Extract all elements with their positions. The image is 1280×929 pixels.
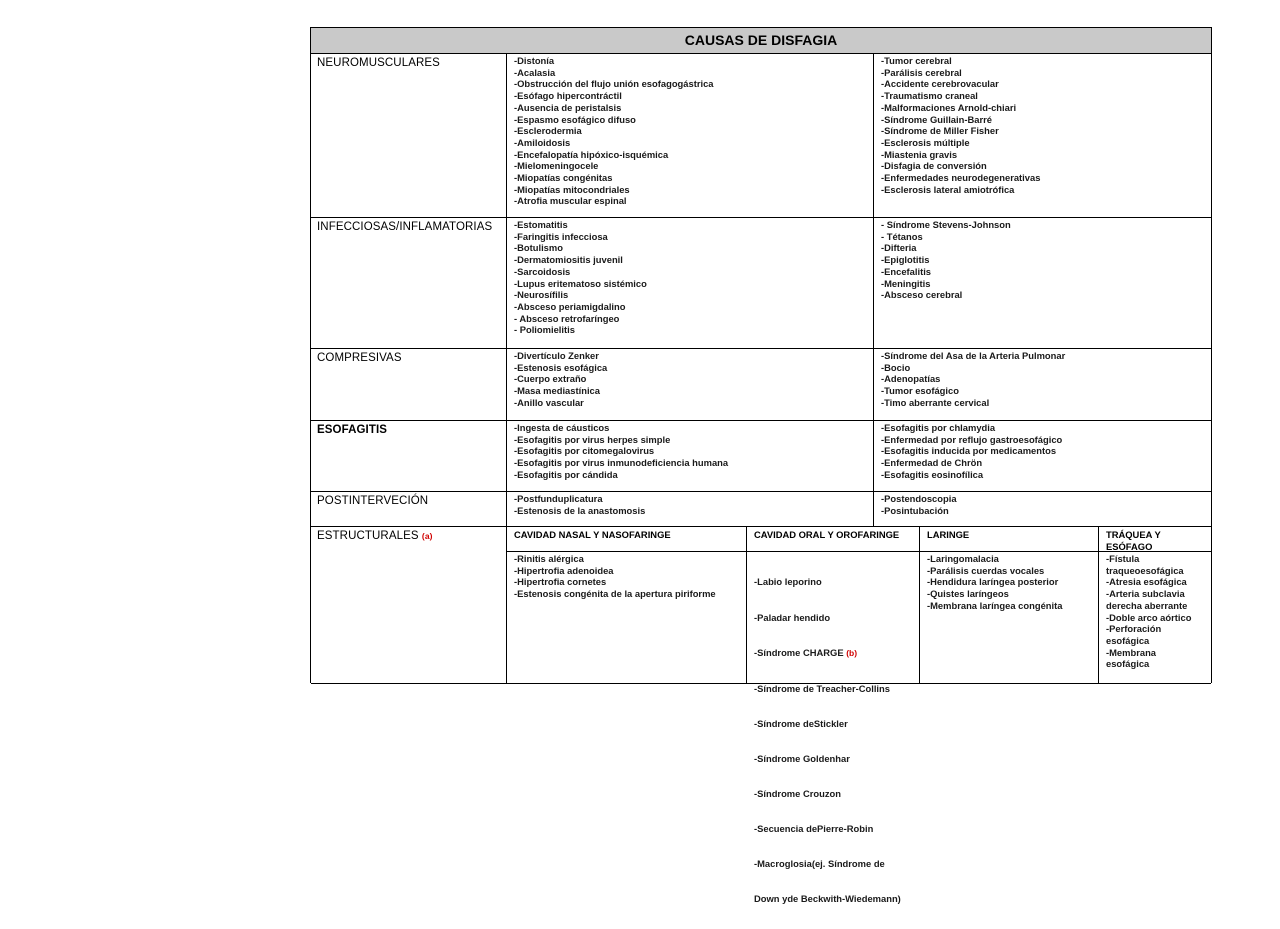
list-item: -Esofagitis eosinofílica <box>881 468 984 480</box>
list-item: -Anillo vascular <box>514 396 584 408</box>
list-item: -Parálisis cerebral <box>881 66 962 78</box>
list-item: -Atresia esofágica <box>1106 576 1187 588</box>
row-postintervencion <box>311 492 1211 527</box>
list-item: -Esofagitis inducida por medicamentos <box>881 445 1057 457</box>
category-label: ESOFAGITIS <box>317 424 388 436</box>
list-item: -Distonía <box>514 55 555 66</box>
list-item: -Síndrome Goldenhar <box>754 752 850 764</box>
list-item: -Epiglotitis <box>881 254 930 266</box>
right-list <box>881 55 1040 195</box>
list-item: -Estenosis de la anastomosis <box>514 504 646 516</box>
list-item: -Encefalitis <box>881 265 932 277</box>
list-item: -Membrana <box>1106 646 1157 658</box>
category-label: INFECCIOSAS/INFLAMATORIAS <box>317 221 493 233</box>
list-item: -Parálisis cuerdas vocales <box>927 564 1045 576</box>
footnote-a: (a) <box>421 531 433 541</box>
table-title: CAUSAS DE DISFAGIA <box>311 28 1211 54</box>
list-item: -Secuencia dePierre-Robin <box>754 823 874 835</box>
list-item: - Tétanos <box>881 230 923 242</box>
list-item: -Estomatitis <box>514 219 568 230</box>
list-item: -Divertículo Zenker <box>514 350 599 361</box>
left-list <box>514 422 728 481</box>
list-item: -Laringomalacia <box>927 553 999 564</box>
list-item: -Adenopatías <box>881 373 941 385</box>
header-laringe: LARINGE <box>927 529 970 540</box>
list-item: -Síndrome de Treacher-Collins <box>754 682 890 694</box>
list-item: Down yde Beckwith-Wiedemann) <box>754 893 901 905</box>
list-item: -Miopatías mitocondriales <box>514 183 630 195</box>
list-item: -Síndrome deStickler <box>754 717 848 729</box>
list-item: - Absceso retrofaríngeo <box>514 312 620 324</box>
list-cavidad-oral <box>754 553 901 929</box>
list-item: -Esclerosis lateral amiotrófica <box>881 183 1015 195</box>
category-label: COMPRESIVAS <box>317 352 402 364</box>
list-item: -Acalasia <box>514 66 556 78</box>
list-item: -Esclerodermia <box>514 125 582 137</box>
list-item: -Postfunduplicatura <box>514 493 603 504</box>
list-item: -Disfagia de conversión <box>881 160 987 172</box>
list-item: -Ingesta de cáusticos <box>514 422 610 433</box>
list-item: -Quistes laríngeos <box>927 588 1009 600</box>
list-item: -Meningitis <box>881 277 931 289</box>
list-item: -Esofagitis por virus inmunodeficiencia humana <box>514 457 729 469</box>
list-item: -Síndrome del Asa de la Arteria Pulmonar <box>881 350 1066 361</box>
list-traquea-esofago <box>1106 553 1191 670</box>
list-item: -Tumor cerebral <box>881 55 952 66</box>
list-item: -Membrana laríngea congénita <box>927 599 1063 611</box>
list-item: -Paladar hendido <box>754 611 831 623</box>
list-item: -Mielomeningocele <box>514 160 599 172</box>
list-item: -Hendidura laríngea posterior <box>927 576 1059 588</box>
list-item: -Neurosífilis <box>514 289 569 301</box>
left-list <box>514 493 645 516</box>
list-item: -Cuerpo extraño <box>514 373 587 385</box>
list-item: -Posintubación <box>881 504 949 516</box>
list-item: -Tumor esofágico <box>881 385 959 397</box>
list-item: esofágica <box>1106 658 1150 670</box>
footnote-b: (b) <box>846 647 858 658</box>
list-cavidad-nasal <box>514 553 716 600</box>
list-item: -Fístula <box>1106 553 1140 564</box>
list-item: -Lupus eritematoso sistémico <box>514 277 647 289</box>
left-list <box>514 219 647 336</box>
list-item: -Miopatías congénitas <box>514 172 613 184</box>
list-item: -Absceso periamigdalino <box>514 300 626 312</box>
list-item: -Esclerosis múltiple <box>881 136 970 148</box>
list-item: -Ausencia de peristalsis <box>514 101 622 113</box>
disfagia-table <box>310 27 1212 905</box>
list-item: -Esofagitis por chlamydia <box>881 422 996 433</box>
list-item: - Poliomielitis <box>514 324 575 336</box>
list-item: -Botulismo <box>514 242 563 254</box>
list-item: -Miastenia gravis <box>881 148 958 160</box>
list-item: -Síndrome de Miller Fisher <box>881 125 999 137</box>
list-item: -Espasmo esofágico difuso <box>514 113 636 125</box>
list-item: -Accidente cerebrovacular <box>881 78 999 90</box>
list-item: -Timo aberrante cervical <box>881 396 990 408</box>
list-item: -Esofagitis por citomegalovirus <box>514 445 655 457</box>
row-esofagitis <box>311 421 1211 492</box>
list-item: -Síndrome Guillain-Barré <box>881 113 992 125</box>
list-item: traqueoesofágica <box>1106 564 1184 576</box>
list-item: -Estenosis esofágica <box>514 361 608 373</box>
list-laringe <box>927 553 1062 612</box>
list-item: -Labio leporino <box>754 576 822 588</box>
list-item: -Encefalopatía hipóxico-isquémica <box>514 148 669 160</box>
row-estructurales <box>311 527 1211 905</box>
list-item: - Síndrome Stevens-Johnson <box>881 219 1011 230</box>
right-list <box>881 422 1062 481</box>
row-compresivas <box>311 349 1211 421</box>
list-item: -Amiloidosis <box>514 136 571 148</box>
list-item: -Esofagitis por cándida <box>514 468 618 480</box>
list-item: -Enfermedad por reflujo gastroesofágico <box>881 433 1063 445</box>
list-item: -Faringitis infecciosa <box>514 230 608 242</box>
list-item: -Bocio <box>881 361 911 373</box>
list-item: -Malformaciones Arnold-chiari <box>881 101 1017 113</box>
row-infecciosas <box>311 218 1211 349</box>
list-item: -Perforación <box>1106 623 1162 635</box>
category-label: NEUROMUSCULARES <box>317 57 440 69</box>
list-item: -Síndrome CHARGE (b) <box>754 646 858 658</box>
list-item: -Rinitis alérgica <box>514 553 584 564</box>
list-item: -Difteria <box>881 242 917 254</box>
list-item: derecha aberrante <box>1106 599 1188 611</box>
list-item: -Absceso cerebral <box>881 289 963 301</box>
list-item: -Obstrucción del flujo unión esofagogástrica <box>514 78 714 90</box>
category-label: ESTRUCTURALES (a) <box>317 530 433 542</box>
list-item: -Masa mediastínica <box>514 385 600 397</box>
right-list <box>881 493 957 516</box>
right-list <box>881 219 1011 301</box>
list-item: esofágica <box>1106 634 1150 646</box>
list-item: -Hipertrofia adenoidea <box>514 564 614 576</box>
list-item: -Enfermedades neurodegenerativas <box>881 172 1041 184</box>
list-item: -Sarcoidosis <box>514 265 571 277</box>
list-item: -Esófago hipercontráctil <box>514 90 622 102</box>
list-item: -Postendoscopia <box>881 493 957 504</box>
list-item: -Atrofia muscular espinal <box>514 195 627 207</box>
list-item: -Traumatismo craneal <box>881 90 978 102</box>
list-item: -Hipertrofia cornetes <box>514 576 607 588</box>
list-item: -Esofagitis por virus herpes simple <box>514 433 671 445</box>
row-neuromusculares <box>311 54 1211 218</box>
left-list <box>514 55 714 207</box>
list-item: -Síndrome Crouzon <box>754 788 841 800</box>
category-label: POSTINTERVECIÓN <box>317 495 429 507</box>
list-item: -Estenosis congénita de la apertura piriforme <box>514 588 716 600</box>
right-list <box>881 350 1065 409</box>
list-item: -Arteria subclavia <box>1106 588 1185 600</box>
list-item: -Doble arco aórtico <box>1106 611 1192 623</box>
list-item: -Macroglosia(ej. Síndrome de <box>754 858 885 870</box>
header-cavidad-nasal: CAVIDAD NASAL Y NASOFARINGE <box>514 529 671 540</box>
header-traquea-esofago: TRÁQUEA Y ESÓFAGO <box>1106 529 1161 552</box>
list-item: -Enfermedad de Chrön <box>881 457 983 469</box>
list-item: -Dermatomiositis juvenil <box>514 254 623 266</box>
header-cavidad-oral: CAVIDAD ORAL Y OROFARINGE <box>754 529 900 540</box>
left-list <box>514 350 607 409</box>
